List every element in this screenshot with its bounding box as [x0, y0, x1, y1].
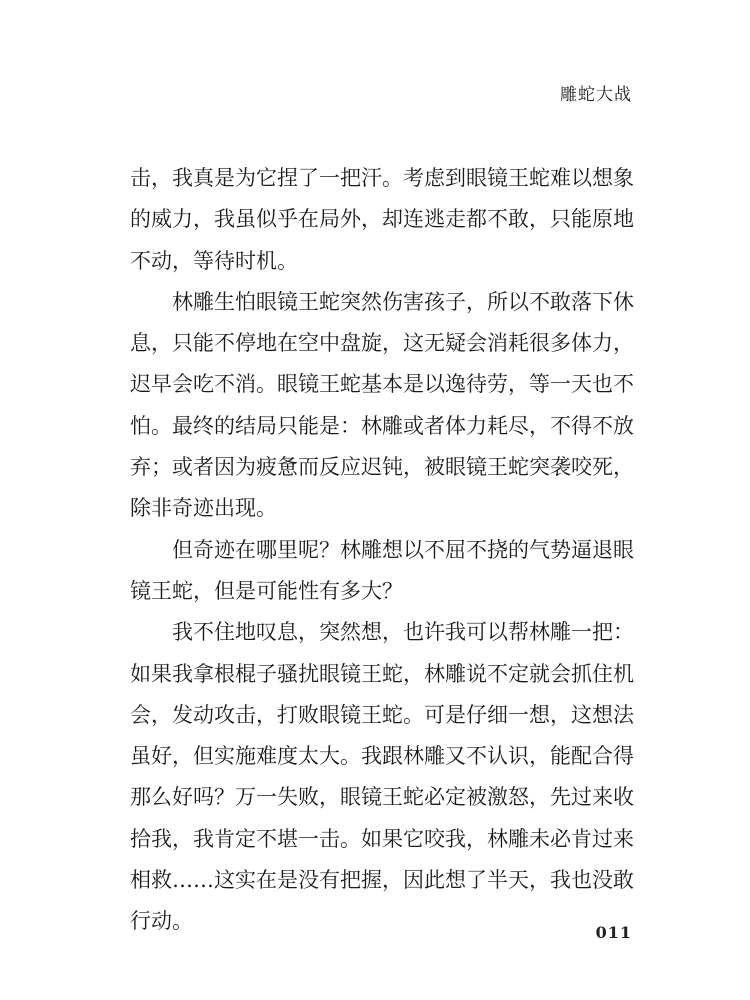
text-line: 除非奇迹出现。	[130, 496, 277, 521]
text-line: 迟早会吃不消。眼镜王蛇基本是以逸待劳，等一天也不	[130, 372, 634, 397]
body-text	[130, 158, 634, 943]
text-line: 会，发动攻击，打败眼镜王蛇。可是仔细一想，这想法	[130, 702, 634, 727]
text-line: 相救……这实在是没有把握，因此想了半天，我也没敢	[130, 868, 634, 893]
text-line: 镜王蛇，但是可能性有多大？	[130, 578, 403, 603]
text-line: 的威力，我虽似乎在局外，却连逃走都不敢，只能原地	[130, 207, 634, 232]
text-line: 行动。	[130, 909, 193, 934]
text-line: 那么好吗？万一失败，眼镜王蛇必定被激怒，先过来收	[130, 785, 634, 810]
text-line: 击，我真是为它捏了一把汗。考虑到眼镜王蛇难以想象	[130, 166, 634, 190]
text-line: 息，只能不停地在空中盘旋，这无疑会消耗很多体力，	[130, 331, 634, 356]
text-line: 虽好，但实施难度太大。我跟林雕又不认识，能配合得	[130, 744, 634, 769]
text-line: 拾我，我肯定不堪一击。如果它咬我，林雕未必肯过来	[130, 826, 634, 851]
text-line: 不动，等待时机。	[130, 248, 298, 273]
text-line: 林雕生怕眼镜王蛇突然伤害孩子，所以不敢落下休	[172, 289, 634, 314]
text-line: 怕。最终的结局只能是：林雕或者体力耗尽，不得不放	[130, 413, 634, 438]
running-header: 雕蛇大战	[560, 85, 632, 105]
text-line: 但奇迹在哪里呢？林雕想以不屈不挠的气势逼退眼	[172, 537, 634, 562]
text-line: 我不住地叹息，突然想，也许我可以帮林雕一把：	[172, 620, 634, 645]
page-number: 011	[595, 923, 632, 942]
text-line: 弃；或者因为疲惫而反应迟钝，被眼镜王蛇突袭咬死，	[130, 455, 634, 480]
text-line: 如果我拿根棍子骚扰眼镜王蛇，林雕说不定就会抓住机	[130, 661, 634, 686]
